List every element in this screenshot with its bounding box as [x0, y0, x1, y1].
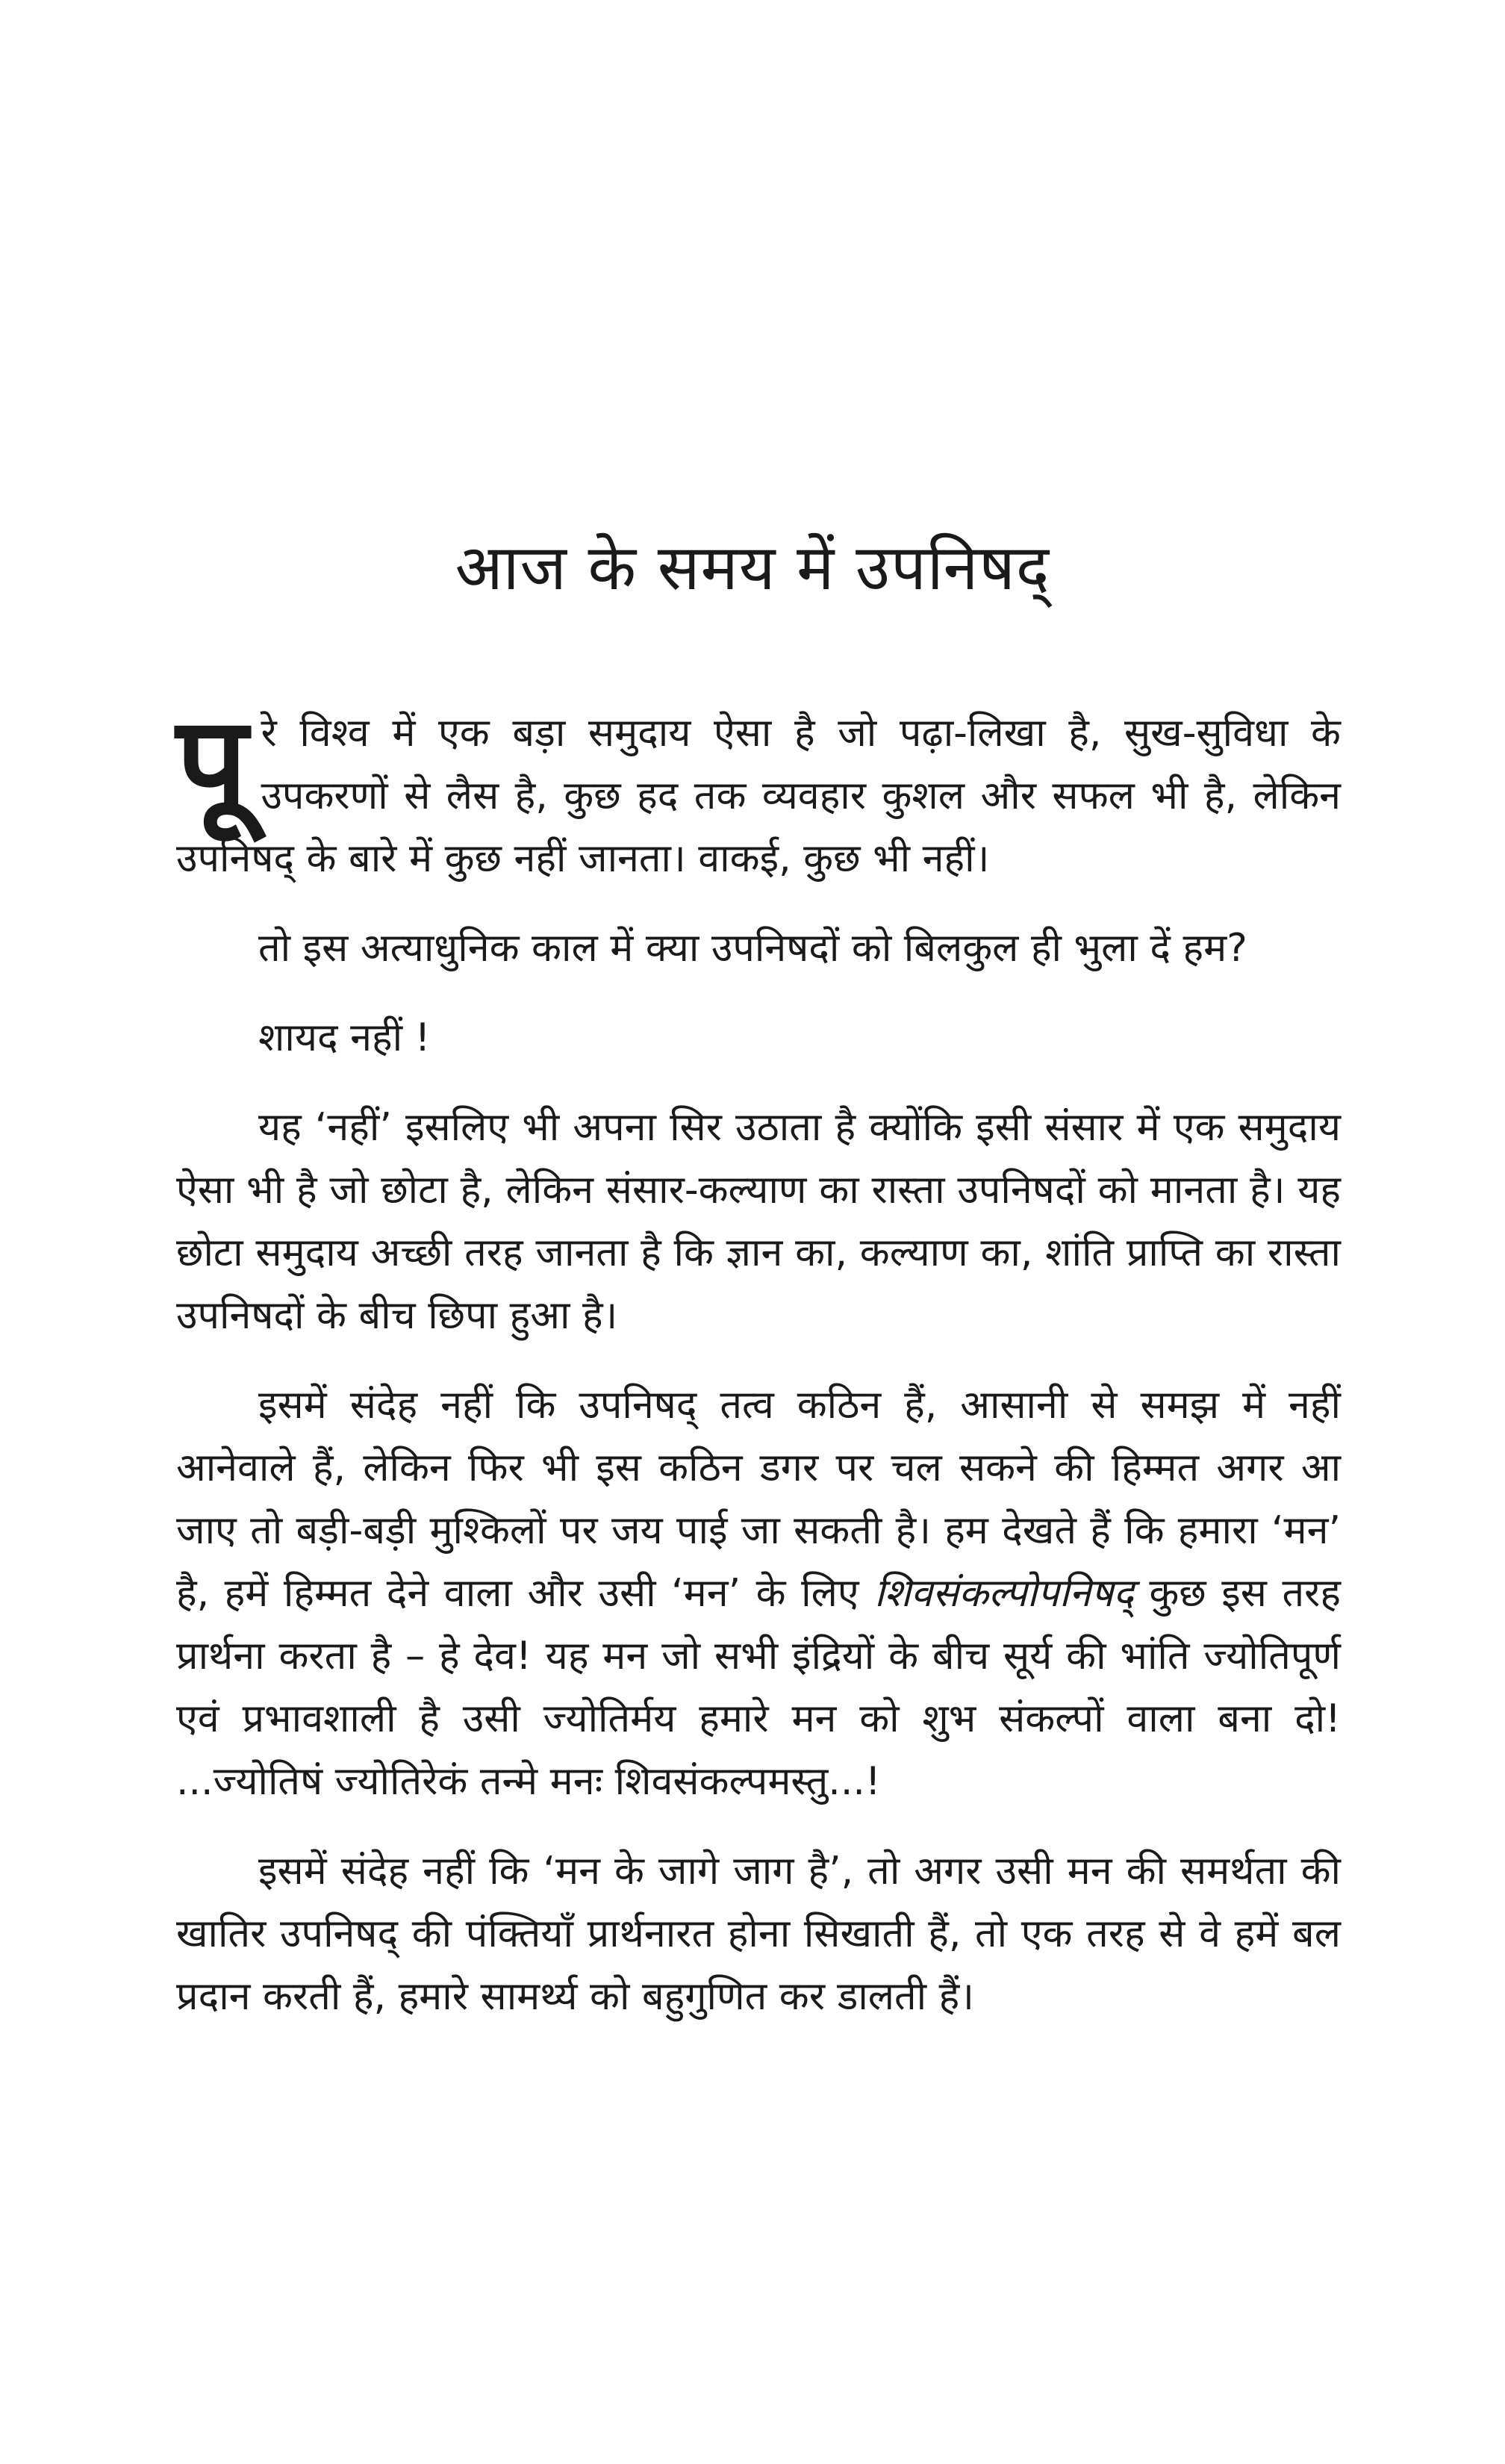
paragraph-6: इसमें संदेह नहीं कि ‘मन के जागे जाग है’, तो अगर उसी मन की समर्थता की खातिर उपनिषद् की पंक्तियाँ प्रार्थनारत होना सिखाती हैं, तो एक तरह से वे हमें बल प्रदान करती हैं, हमारे सामर्थ्य को बहुगुणित कर डालती हैं।	[176, 1849, 1341, 2019]
chapter-body	[176, 689, 1341, 2055]
paragraph-1	[176, 689, 1341, 890]
drop-cap: पू	[176, 689, 248, 836]
chapter-title: आज के समय में उपनिषद्	[455, 531, 1050, 604]
paragraph-3: शायद नहीं !	[258, 1015, 431, 1060]
paragraph-4: यह ‘नहीं’ इसलिए भी अपना सिर उठाता है क्योंकि इसी संसार में एक समुदाय ऐसा भी है जो छोटा है, लेकिन संसार-कल्याण का रास्ता उपनिषदों को मानता है। यह छोटा समुदाय अच्छी तरह जानता है कि ज्ञान का, कल्याण का, शांति प्राप्ति का रास्ता उपनिषदों के बीच छिपा हुआ है।	[176, 1105, 1341, 1338]
paragraph-5-text-a: इसमें संदेह नहीं कि उपनिषद् तत्व कठिन हैं, आसानी से समझ में नहीं आनेवाले हैं, लेकिन फिर भी इस कठिन डगर पर चल सकने की हिम्मत अगर आ जाए तो बड़ी-बड़ी मुश्किलों पर जय पाई जा सकती है। हम देखते हैं कि हमारा ‘मन’ है, हमें हिम्मत देने वाला और उसी ‘मन’ के लिए	[176, 1383, 1341, 1616]
paragraph-5-text-b: कुछ इस तरह प्रार्थना करता है – हे देव! यह मन जो सभी इंद्रियों के बीच सूर्य की भांति ज्योतिपूर्ण एवं प्रभावशाली है उसी ज्योतिर्मय हमारे मन को शुभ संकल्पों वाला बना दो! ...ज्योतिषं ज्योतिरेकं तन्मे मनः शिवसंकल्पमस्तु...!	[176, 1571, 1341, 1804]
paragraph-5	[176, 1374, 1341, 1813]
upanishad-name: शिवसंकल्पोपनिषद्	[874, 1571, 1134, 1616]
paragraph-2: तो इस अत्याधुनिक काल में क्या उपनिषदों को बिलकुल ही भुला दें हम?	[258, 926, 1247, 971]
paragraph-1-text: रे विश्व में एक बड़ा समुदाय ऐसा है जो पढ़ा-लिखा है, सुख-सुविधा के उपकरणों से लैस है, कुछ हद तक व्यवहार कुशल और सफल भी है, लेकिन उपनिषद् के बारे में कुछ नहीं जानता। वाकई, कुछ भी नहीं।	[176, 711, 1341, 881]
